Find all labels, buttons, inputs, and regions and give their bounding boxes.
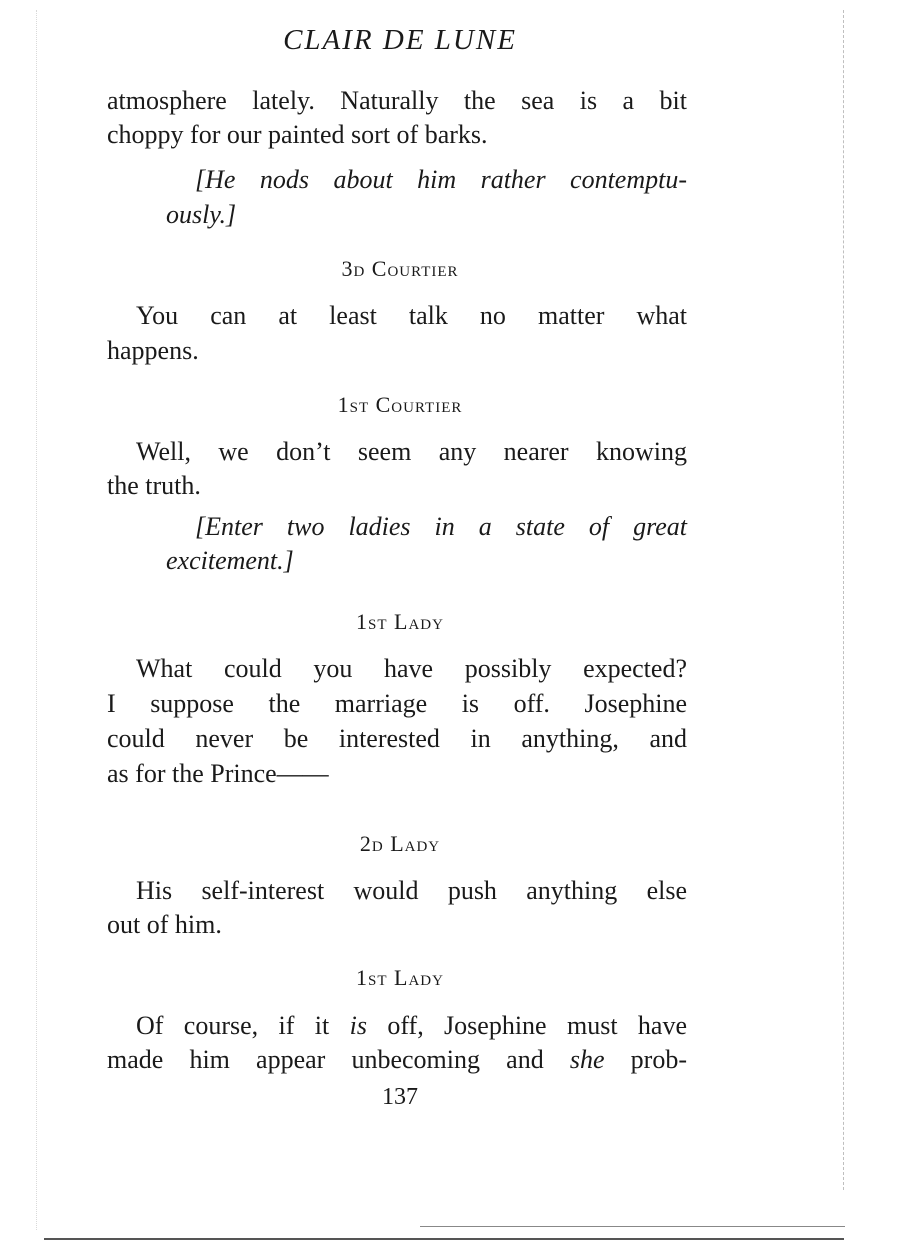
text-segment: Of course, if it — [136, 1011, 350, 1040]
stage-direction-line: [He nods about him rather contemptu- — [195, 165, 687, 194]
text-line: as for the Prince—— — [107, 759, 329, 788]
emphasis: is — [349, 1011, 367, 1040]
text-line: could never be interested in anything, and — [107, 724, 687, 753]
speaker-heading: 1st Lady — [356, 965, 444, 990]
scan-edge-line — [44, 1238, 844, 1240]
scan-edge-line — [420, 1226, 845, 1227]
speaker-heading: 1st Lady — [356, 609, 444, 634]
text-line — [136, 1009, 687, 1043]
speaker-heading: 3d Courtier — [341, 256, 459, 281]
text-line: You can at least talk no matter what — [136, 301, 687, 330]
text-line: Well, we don’t seem any nearer knowing — [136, 437, 687, 466]
stage-direction-line: [Enter two ladies in a state of great — [195, 512, 687, 541]
text-line: His self-interest would push anything else — [136, 876, 687, 905]
text-line: happens. — [107, 336, 199, 365]
text-segment: prob- — [604, 1045, 687, 1074]
speaker-heading: 2d Lady — [359, 831, 441, 856]
text-segment: made him appear unbecoming and — [107, 1045, 570, 1074]
text-segment: off, Josephine must have — [366, 1011, 687, 1040]
stage-direction-line: ously.] — [166, 200, 237, 229]
text-line: What could you have possibly expected? — [136, 654, 687, 683]
page-number: 137 — [382, 1084, 418, 1110]
text-line — [107, 1043, 687, 1077]
right-edge-shadow — [843, 10, 844, 1190]
text-line: I suppose the marriage is off. Josephine — [107, 689, 687, 718]
running-head: CLAIR DE LUNE — [283, 24, 517, 56]
text-line: choppy for our painted sort of barks. — [107, 120, 488, 149]
stage-direction-line: excitement.] — [166, 546, 294, 575]
text-line: atmosphere lately. Naturally the sea is a bit — [107, 86, 687, 115]
emphasis: she — [569, 1045, 605, 1074]
text-line: the truth. — [107, 471, 201, 500]
text-line: out of him. — [107, 910, 222, 939]
speaker-heading: 1st Courtier — [337, 392, 463, 417]
